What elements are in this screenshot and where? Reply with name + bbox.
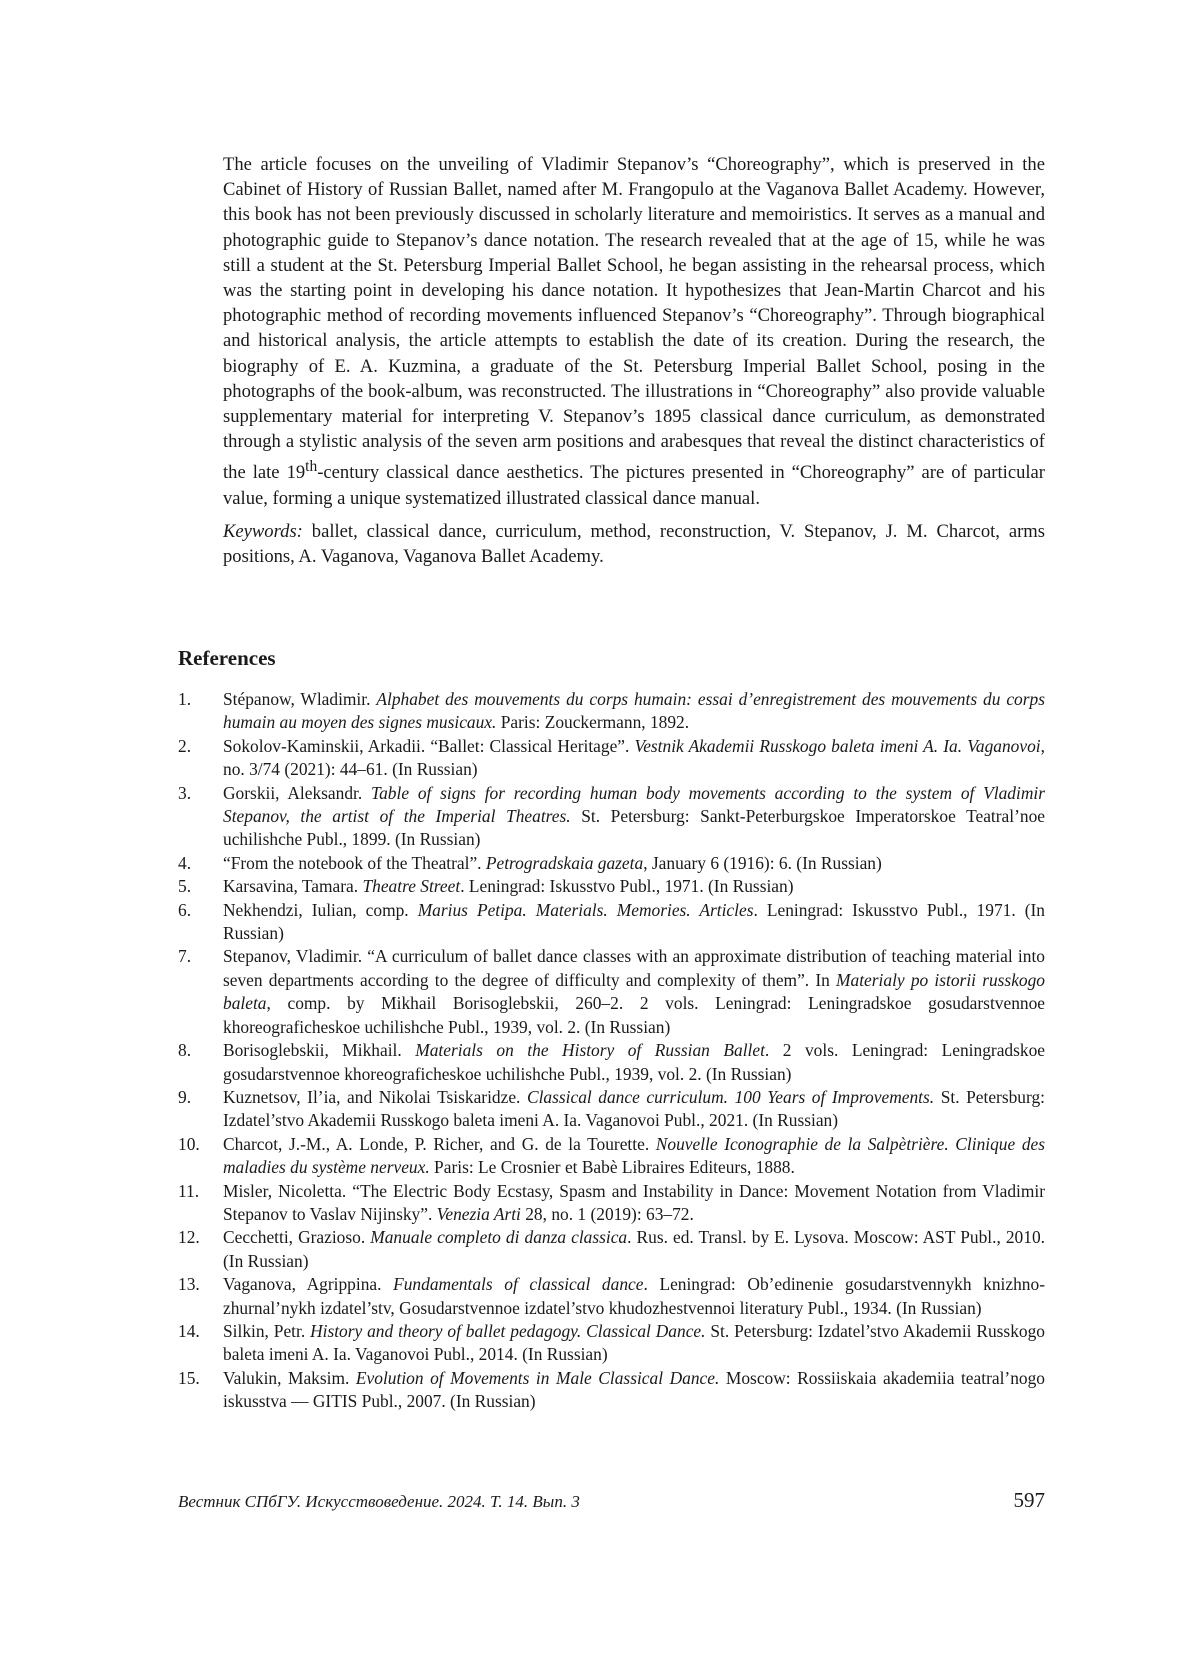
reference-text	[223, 1226, 1045, 1273]
reference-number: 12.	[178, 1227, 200, 1248]
reference-authors: Valukin, Maksim.	[223, 1367, 356, 1388]
reference-title: History and theory of ballet pedagogy. Classical Dance.	[310, 1320, 706, 1341]
keywords-list: ballet, classical dance, curriculum, method, reconstruction, V. Stepanov, J. M. Charcot, arms positions, A. Vaganova, Vaganova Ballet Academy.	[223, 521, 1045, 568]
reference-number: 9.	[178, 1086, 192, 1107]
reference-authors: Borisoglebskii, Mikhail.	[223, 1040, 416, 1061]
reference-text	[223, 688, 1045, 735]
reference-text	[223, 899, 1045, 946]
century-superscript: th	[305, 458, 318, 476]
reference-item	[178, 1133, 1045, 1180]
reference-details: . Rus. ed. Transl. by E. Lysova. Moscow: AST Publ., 2010. (In Russian)	[223, 1227, 1045, 1271]
reference-authors: Cecchetti, Grazioso.	[223, 1227, 371, 1248]
reference-number: 13.	[178, 1274, 200, 1295]
reference-text	[223, 945, 1045, 1039]
reference-authors: Karsavina, Tamara.	[223, 876, 363, 897]
abstract	[223, 152, 1045, 569]
reference-details: , no. 3/74 (2021): 44–61. (In Russian)	[223, 735, 1045, 780]
reference-item	[178, 1039, 1045, 1086]
reference-number: 6.	[178, 899, 192, 920]
reference-number: 1.	[178, 689, 192, 709]
reference-item	[178, 688, 1045, 735]
reference-details: Paris: Zouckermann, 1892.	[496, 712, 690, 733]
reference-authors: Stépanow, Wladimir.	[223, 689, 377, 709]
reference-number: 8.	[178, 1040, 192, 1061]
reference-authors: “From the notebook of the Theatral”.	[223, 852, 486, 873]
reference-item	[178, 1367, 1045, 1414]
reference-title: Table of signs for recording human body movements according to the system of Vladimir Stepanov, the artist of the Imperial Theatres.	[223, 782, 1045, 827]
reference-text	[223, 1180, 1045, 1227]
century-number: 19	[286, 462, 306, 484]
reference-details: . Leningrad: Iskusstvo Publ., 1971. (In Russian)	[460, 876, 794, 897]
page-footer	[178, 1488, 1045, 1513]
reference-authors: Vaganova, Agrippina.	[223, 1274, 394, 1295]
keywords	[223, 519, 1045, 569]
reference-authors: Silkin, Petr.	[223, 1320, 311, 1341]
reference-authors: Gorskii, Aleksandr.	[223, 782, 372, 803]
reference-item	[178, 1086, 1045, 1133]
reference-details: , comp. by Mikhail Borisoglebskii, 260–2. 2 vols. Leningrad: Leningradskoe gosudarstvennoe khoreograficheskoe uchilishche Publ., 1939, vol. 2. (In Russian)	[223, 993, 1045, 1037]
reference-number: 5.	[178, 876, 192, 897]
reference-text	[223, 735, 1045, 782]
reference-details: Moscow: Rossiiskaia akademiia teatral’nogo iskusstva — GITIS Publ., 2007. (In Russian)	[223, 1367, 1045, 1412]
reference-text	[223, 1133, 1045, 1180]
reference-item	[178, 852, 1045, 875]
references-heading: References	[178, 646, 276, 670]
reference-details: . Leningrad: Iskusstvo Publ., 1971. (In Russian)	[223, 899, 1045, 944]
reference-number: 15.	[178, 1367, 200, 1388]
reference-item	[178, 782, 1045, 852]
reference-title: Alphabet des mouvements du corps humain: essai d’enregistrement des mouvements du corps humain au moyen des signes musicaux.	[223, 689, 1045, 733]
references-section	[178, 645, 1045, 1414]
reference-title: Materialy po istorii russkogo baleta	[223, 969, 1046, 1014]
reference-number: 7.	[178, 946, 192, 967]
abstract-text	[223, 152, 1045, 511]
reference-text	[223, 1039, 1045, 1086]
reference-text	[223, 875, 1045, 898]
reference-details: . 2 vols. Leningrad: Leningradskoe gosudarstvennoe khoreograficheskoe uchilishche Publ., 1939, vol. 2. (In Russian)	[223, 1040, 1045, 1084]
page-number: 597	[1013, 1488, 1045, 1512]
reference-authors: Charcot, J.-M., A. Londe, P. Richer, and G. de la Tourette.	[223, 1133, 656, 1154]
keywords-label: Keywords:	[223, 521, 303, 543]
reference-text	[223, 1273, 1045, 1320]
reference-item	[178, 1180, 1045, 1227]
reference-title: Nouvelle Iconographie de la Salpètrière. Clinique des maladies du système nerveux.	[223, 1133, 1046, 1178]
reference-number: 10.	[178, 1133, 200, 1154]
reference-details: St. Petersburg: Izdatel’stvo Akademii Russkogo baleta imeni A. Ia. Vaganovoi Publ., 2021. (In Russian)	[223, 1086, 1045, 1131]
reference-item	[178, 899, 1045, 946]
reference-authors: Misler, Nicoletta. “The Electric Body Ecstasy, Spasm and Instability in Dance: Movement Notation from Vladimir Stepanov to Vaslav Nijinsky”.	[223, 1180, 1045, 1224]
reference-item	[178, 1273, 1045, 1320]
reference-text	[223, 1320, 1045, 1367]
reference-title: Theatre Street	[362, 876, 461, 897]
references-list	[178, 688, 1045, 1414]
reference-details: St. Petersburg: Izdatel’stvo Akademii Russkogo baleta imeni A. Ia. Vaganovoi Publ., 2014. (In Russian)	[223, 1320, 1045, 1365]
reference-item	[178, 735, 1045, 782]
journal-citation: Вестник СПбГУ. Искусствоведение. 2024. Т. 14. Вып. 3	[178, 1492, 580, 1511]
reference-details: . Leningrad: Ob’edinenie gosudarstvennykh knizhno-zhurnal’nykh izdatel’stv, Gosudarstvennoe izdatel’stvo khudozhestvennoi literatury Publ., 1934. (In Russian)	[223, 1274, 1045, 1318]
reference-number: 11.	[178, 1180, 200, 1201]
reference-authors: Nekhendzi, Iulian, comp.	[223, 899, 418, 920]
reference-details: 28, no. 1 (2019): 63–72.	[520, 1203, 694, 1224]
reference-text	[223, 1086, 1045, 1133]
reference-authors: Sokolov-Kaminskii, Arkadii. “Ballet: Classical Heritage”.	[223, 735, 635, 756]
abstract-body: The article focuses on the unveiling of Vladimir Stepanov’s “Choreography”, which is preserved in the Cabinet of History of Russian Ballet, named after M. Frangopulo at the Vaganova Ballet Academy. However, this book has not been previously discussed in scholarly literature and memoiristics. It serves as a manual and photographic guide to Stepanov’s dance notation. The research revealed that at the age of 15, while he was still a student at the St. Petersburg Imperial Ballet School, he began assisting in the rehearsal process, which was the starting point in developing his dance notation. It hypothesizes that Jean-Martin Charcot and his photographic method of recording movements influenced Stepanov’s “Choreography”. Through biographical and historical analysis, the article attempts to establish the date of its creation. During the research, the biography of E. A. Kuzmina, a graduate of the St. Petersburg Imperial Ballet School, posing in the photographs of the book-album, was reconstructed. The illustrations in “Choreography” also provide valuable supplementary material for interpreting V. Stepanov’s 1895 classical dance curriculum, as demonstrated through a stylistic analysis of the seven arm positions and arabesques that reveal the distinct characteristics of the late	[223, 154, 1045, 484]
reference-authors: Stepanov, Vladimir. “A curriculum of ballet dance classes with an approximate distribution of teaching material into seven departments according to the degree of difficulty and complexity of them”. In	[223, 946, 1045, 990]
reference-title: Vestnik Akademii Russkogo baleta imeni A. Ia. Vaganovoi	[634, 735, 1041, 756]
reference-item	[178, 1320, 1045, 1367]
reference-details: Paris: Le Crosnier et Babè Libraires Editeurs, 1888.	[429, 1157, 795, 1178]
abstract-body-end: -century classical dance aesthetics. The pictures presented in “Choreography” are of particular value, forming a unique systematized illustrated classical dance manual.	[223, 462, 1045, 509]
reference-item	[178, 1226, 1045, 1273]
reference-title: Manuale completo di danza classica	[370, 1227, 628, 1248]
reference-title: Venezia Arti	[436, 1203, 521, 1224]
reference-number: 14.	[178, 1320, 200, 1341]
reference-title: Classical dance curriculum. 100 Years of Improvements.	[526, 1086, 935, 1107]
reference-details: St. Petersburg: Sankt-Peterburgskoe Imperatorskoe Teatral’noe uchilishche Publ., 1899. (In Russian)	[223, 806, 1045, 850]
reference-number: 4.	[178, 852, 192, 873]
reference-title: Materials on the History of Russian Ballet	[415, 1040, 765, 1061]
reference-text	[223, 852, 1045, 875]
reference-title: Petrogradskaia gazeta	[485, 852, 644, 873]
reference-authors: Kuznetsov, Il’ia, and Nikolai Tsiskaridze.	[223, 1086, 527, 1107]
reference-title: Evolution of Movements in Male Classical Dance.	[355, 1367, 720, 1388]
reference-title: Marius Petipa. Materials. Memories. Articles	[417, 899, 754, 920]
reference-number: 3.	[178, 782, 192, 803]
reference-details: , January 6 (1916): 6. (In Russian)	[643, 852, 882, 873]
reference-title: Fundamentals of classical dance	[393, 1274, 644, 1295]
reference-item	[178, 945, 1045, 1039]
reference-text	[223, 782, 1045, 852]
reference-item	[178, 875, 1045, 898]
reference-number: 2.	[178, 735, 192, 756]
reference-text	[223, 1367, 1045, 1414]
